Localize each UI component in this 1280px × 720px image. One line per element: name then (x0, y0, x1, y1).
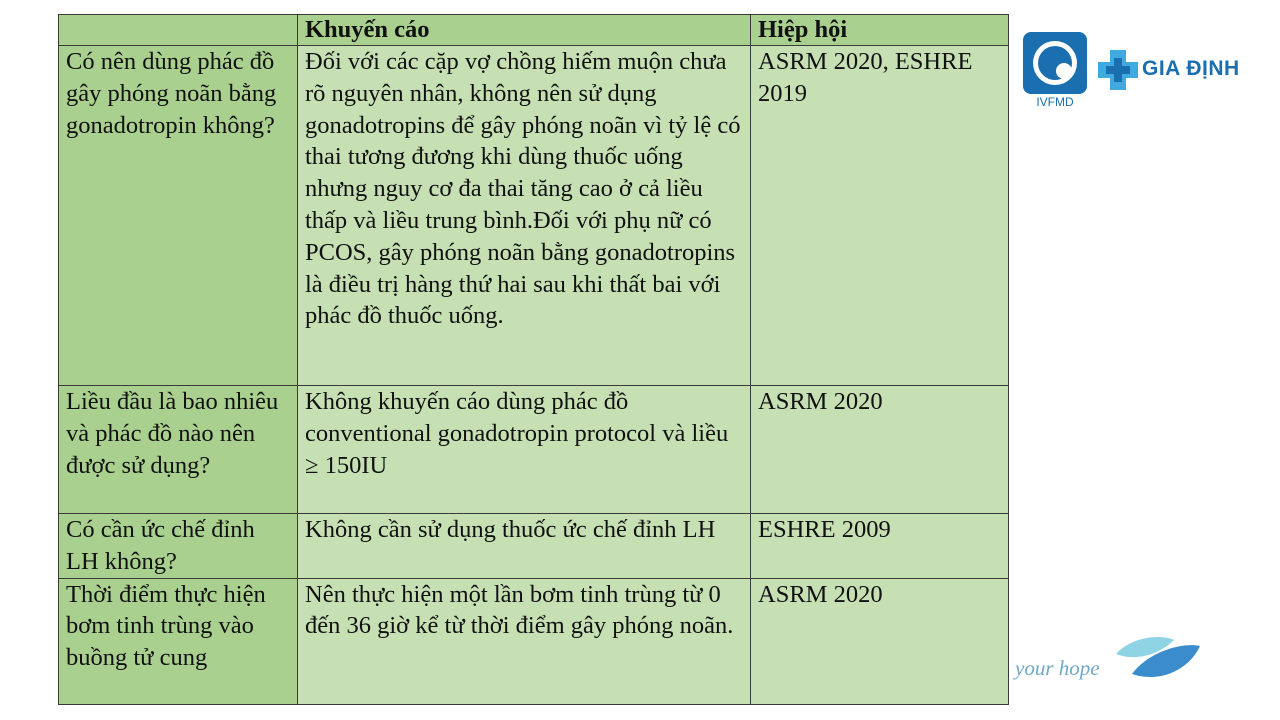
association-cell: ASRM 2020 (751, 578, 1009, 704)
ivfmd-logo-text: IVFMD (1036, 95, 1074, 109)
association-cell: ESHRE 2009 (751, 514, 1009, 579)
footer-tagline: your hope (1015, 656, 1100, 680)
table-row (59, 578, 1009, 704)
question-cell: Có cần ức chế đỉnh LH không? (59, 514, 298, 579)
recommendation-cell: Đối với các cặp vợ chồng hiếm muộn chưa rõ nguyên nhân, không nên sử dụng gonadotropins để gây phóng noãn vì tỷ lệ có thai tương đương khi dùng thuốc uống nhưng nguy cơ đa thai tăng cao ở cả liều thấp và liều trung bình.Đối với phụ nữ có PCOS, gây phóng noãn bằng gonadotropins là điều trị hàng thứ hai sau khi thất bai với phác đồ thuốc uống. (298, 46, 751, 386)
header-association-cell: Hiệp hội (751, 15, 1009, 46)
medical-cross-icon (1096, 48, 1140, 92)
gia-dinh-logo-text: GIA ĐỊNH (1142, 57, 1240, 80)
ivfmd-logo-icon (1022, 31, 1088, 97)
question-cell: Có nên dùng phác đồ gây phóng noãn bằng gonadotropin không? (59, 46, 298, 386)
question-cell: Thời điểm thực hiện bơm tinh trùng vào buồng tử cung (59, 578, 298, 704)
association-cell: ASRM 2020, ESHRE 2019 (751, 46, 1009, 386)
recommendation-cell: Không khuyến cáo dùng phác đồ conventional gonadotropin protocol và liều ≥ 150IU (298, 386, 751, 514)
recommendation-cell: Không cần sử dụng thuốc ức chế đỉnh LH (298, 514, 751, 579)
header-question-cell (59, 15, 298, 46)
recommendation-cell: Nên thực hiện một lần bơm tinh trùng từ 0 đến 36 giờ kể từ thời điểm gây phóng noãn. (298, 578, 751, 704)
ivfmd-logo (1022, 31, 1088, 113)
header-recommendation-cell: Khuyến cáo (298, 15, 751, 46)
question-cell: Liều đầu là bao nhiêu và phác đồ nào nên được sử dụng? (59, 386, 298, 514)
table-row (59, 386, 1009, 514)
leaves-logo-icon (1112, 632, 1204, 684)
table-header-row (59, 15, 1009, 46)
recommendations-table (58, 14, 1009, 705)
table-row (59, 46, 1009, 386)
association-cell: ASRM 2020 (751, 386, 1009, 514)
gia-dinh-logo (1096, 48, 1246, 98)
table-row (59, 514, 1009, 579)
